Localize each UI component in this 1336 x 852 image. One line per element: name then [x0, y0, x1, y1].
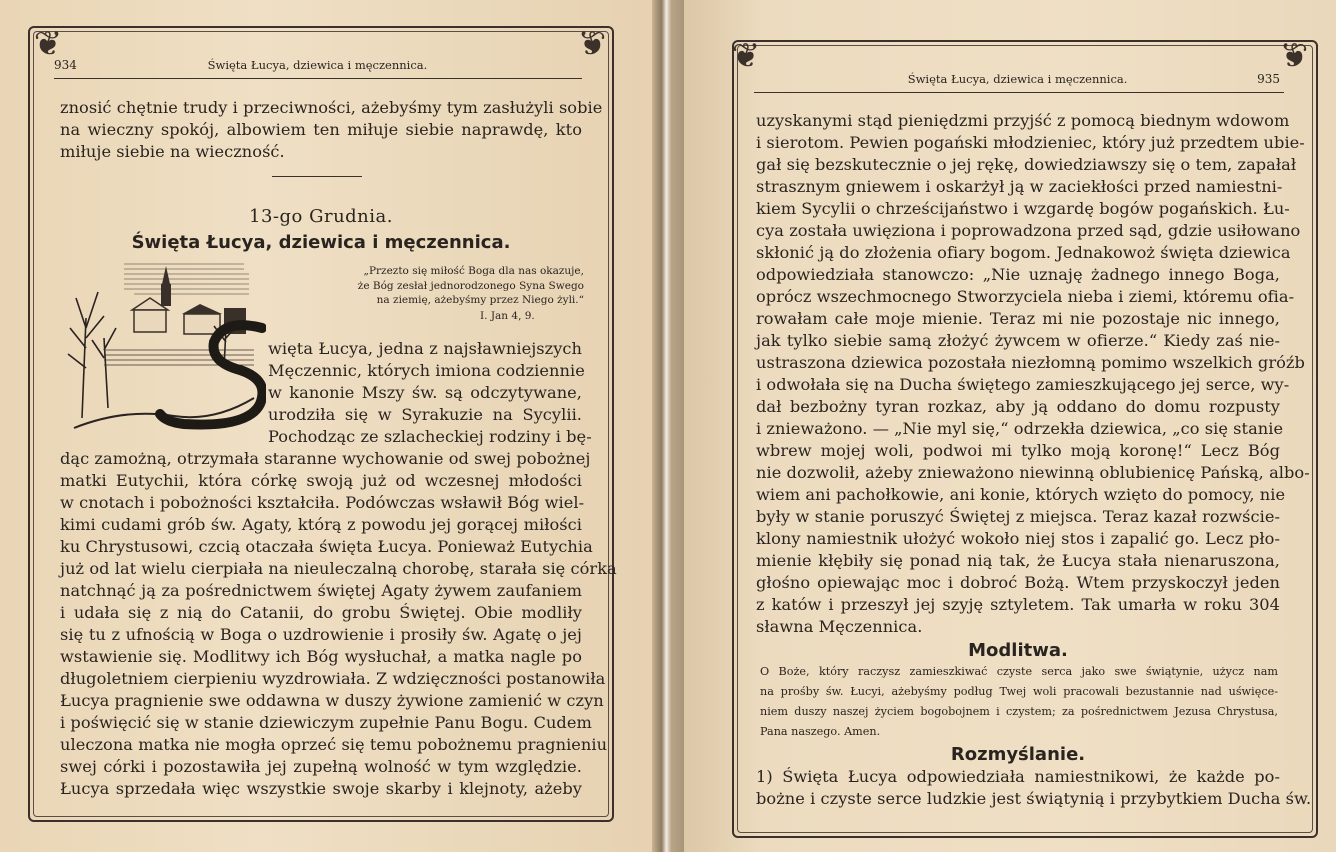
text-line: dał bezbożny tyran rozkaz, aby ją oddano do domu rozpusty	[756, 397, 1280, 416]
text-line: z katów i przeszył jej szyję sztyletem. Tak umarła w roku 304	[756, 595, 1280, 614]
text-line: na prośby św. Łucyi, ażebyśmy podług Twej woli pracowali bezustannie nad uświęce-	[760, 685, 1278, 698]
running-title: Święta Łucya, dziewica i męczennica.	[207, 58, 428, 72]
text-line: Męczennic, których imiona codziennie	[268, 361, 585, 380]
header-rule	[754, 92, 1284, 93]
text-line: niem duszy naszej życiem bogobojnem i czystem; za pośrednictwem Jezusa Chrystusa,	[760, 705, 1278, 718]
main-paragraph	[756, 110, 1310, 638]
text-line: kimi cudami grób św. Agaty, którą z powodu jej gorącej miłości	[60, 515, 582, 534]
text-line: jak tylko siebie samą złożyć żywcem w ofierze.“ Kiedy zaś nie-	[756, 331, 1280, 350]
text-line: uleczona matka nie mogła oprzeć się temu pobożnemu pragnieniu	[60, 735, 608, 754]
text-line: cya została uwięziona i poprowadzona przed sąd, gdzie usiłowano	[756, 221, 1301, 240]
prayer-text	[760, 662, 1278, 742]
meditation-heading: Rozmyślanie.	[950, 744, 1086, 765]
text-line: nie dozwolił, ażeby znieważono niewinną oblubienicę Pańską, albo-	[756, 463, 1310, 482]
motto-line: „Przezto się miłość Boga dla nas okazuje,	[363, 265, 584, 277]
text-line: gał się bezskutecznie o jej rękę, dowiedziawszy się o tem, zapałał	[756, 155, 1297, 174]
running-title: Święta Łucya, dziewica i męczennica.	[907, 72, 1128, 86]
text-line: odpowiedziała stanowczo: „Nie uznaję żadnego innego Boga,	[756, 265, 1280, 284]
text-line: strasznym gniewem i oskarżył ją w zaciekłości przed namiestni-	[756, 177, 1283, 196]
text-line: dąc zamożną, otrzymała staranne wychowanie od swej pobożnej	[60, 449, 591, 468]
section-divider	[272, 176, 362, 177]
text-line: Łucya sprzedała więc wszystkie swoje skarby i klejnoty, ażeby	[60, 779, 582, 798]
motto-quote	[272, 264, 584, 308]
text-line: miłuje siebie na wieczność.	[60, 142, 285, 161]
text-line: Łucya pragnienie swe oddawna w duszy żywione zamienić w czyn	[60, 691, 604, 710]
text-line: w kanonie Mszy św. są odczytywane,	[268, 383, 582, 402]
text-line: więta Łucya, jedna z najsławniejszych	[268, 339, 582, 358]
page-number: 935	[1257, 72, 1280, 86]
text-line: i udała się z nią do Catanii, do grobu Świętej. Obie modliły	[60, 603, 582, 622]
text-line: głośno opiewając moc i dobroć Bożą. Wtem przyskoczył jeden	[756, 573, 1280, 592]
intro-paragraph	[60, 97, 603, 163]
text-line: rowałam całe moje mienie. Teraz mi nie pozostaje nic innego,	[756, 309, 1280, 328]
motto-reference: I. Jan 4, 9.	[480, 310, 535, 322]
text-line: 1) Święta Łucya odpowiedziała namiestnikowi, że każde po-	[756, 767, 1280, 786]
ornament-corner-icon: ❦	[731, 36, 761, 76]
ornament-corner-icon: ❦	[577, 24, 607, 64]
text-line: i poświęcić się w stanie dziewiczym zupełnie Panu Bogu. Cudem	[60, 713, 592, 732]
text-line: i znieważono. — „Nie myl się,“ odrzekła dziewica, „co się stanie	[756, 419, 1284, 438]
section-title: Święta Łucya, dziewica i męczennica.	[131, 232, 511, 253]
page-header	[54, 58, 582, 72]
text-line: uzyskanymi stąd pieniędzmi przyjść z pomocą biednym wdowom	[756, 111, 1290, 130]
text-line: sławna Męczennica.	[756, 617, 923, 636]
text-line: oprócz wszechmocnego Stworzyciela nieba i ziemi, któremu ofia-	[756, 287, 1295, 306]
motto-line: na ziemię, ażebyśmy przez Niego żyli.“	[376, 294, 584, 306]
text-line: wiem ani pachołkowie, ani konie, których wzięto do pomocy, nie	[756, 485, 1286, 504]
text-line: O Boże, który raczysz zamieszkiwać czyste serca jako swe świątynie, użycz nam	[760, 665, 1278, 678]
text-line: na wieczny spokój, albowiem ten miłuje siebie naprawdę, kto	[60, 120, 582, 139]
woodcut-illustration	[64, 258, 266, 438]
ornament-corner-icon: ❦	[1279, 36, 1309, 76]
text-line: i odwołała się na Ducha świętego zamieszkującego jej serce, wy-	[756, 375, 1290, 394]
text-line: skłonić ją do złożenia ofiary bogom. Jednakowoż święta dziewica	[756, 243, 1291, 262]
text-line: ku Chrystusowi, czcią otaczała święta Łucya. Ponieważ Eutychia	[60, 537, 593, 556]
text-line: ustraszona dziewica pozostała niezłomną pomimo wszelkich gróźb	[756, 353, 1305, 372]
text-line: matki Eutychii, która córkę swoją już od wczesnej młodości	[60, 471, 582, 490]
text-line: klony namiestnik ułożyć wokoło niej stos i zapalić go. Lecz pło-	[756, 529, 1280, 548]
text-line: wbrew mojej woli, podwoi mi tylko moją koronę!“ Lecz Bóg	[756, 441, 1280, 460]
text-line: bożne i czyste serce ludzkie jest świątynią i przybytkiem Ducha św.	[756, 789, 1312, 808]
text-line: i sierotom. Pewien pogański młodzieniec, który już przedtem ubie-	[756, 133, 1305, 152]
right-page	[684, 0, 1336, 852]
left-page	[0, 0, 652, 852]
text-line: kiem Sycylii o chrześcijaństwo i wzgardę bogów pogańskich. Łu-	[756, 199, 1290, 218]
motto-line: że Bóg zesłał jednorodzonego Syna Swego	[357, 279, 584, 292]
text-line: były w stanie poruszyć Świętej z miejsca. Teraz kazał rozwście-	[756, 507, 1280, 526]
ornament-corner-icon: ❦	[33, 24, 63, 64]
book-gutter	[652, 0, 684, 852]
text-line: swej córki i pozostawiła jej zupełną wolność w tym względzie.	[60, 757, 582, 776]
feast-date: 13-go Grudnia.	[249, 206, 393, 227]
text-line: długoletniem cierpieniu wyzdrowiała. Z wdzięczności postanowiła	[60, 669, 606, 688]
prayer-heading: Modlitwa.	[968, 640, 1068, 661]
text-line: Pana naszego. Amen.	[760, 725, 881, 738]
main-paragraph	[60, 448, 617, 800]
meditation-text	[756, 766, 1312, 810]
drop-cap-paragraph	[268, 338, 592, 448]
page-header	[754, 72, 1280, 86]
header-rule	[54, 78, 582, 79]
text-line: się tu z ufnością w Boga o uzdrowienie i prosiły św. Agatę o jej	[60, 625, 582, 644]
text-line: Pochodząc ze szlacheckiej rodziny i bę-	[268, 427, 592, 446]
text-line: już od lat wielu cierpiała na nieuleczalną chorobę, starała się córka	[60, 559, 617, 578]
text-line: wstawienie się. Modlitwy ich Bóg wysłuchał, a matka nagle po	[60, 647, 582, 666]
text-line: mienie kłębiły się ponad nią tak, że Łucya stała nienaruszona,	[756, 551, 1280, 570]
text-line: urodziła się w Syrakuzie na Sycylii.	[268, 405, 582, 424]
text-line: natchnąć ją za pośrednictwem świętej Agaty żywem zaufaniem	[60, 581, 582, 600]
text-line: w cnotach i pobożności kształciła. Podówczas wsławił Bóg wiel-	[60, 493, 585, 512]
text-line: znosić chętnie trudy i przeciwności, ażebyśmy tym zasłużyli sobie	[60, 98, 603, 117]
page-number: 934	[54, 58, 77, 72]
